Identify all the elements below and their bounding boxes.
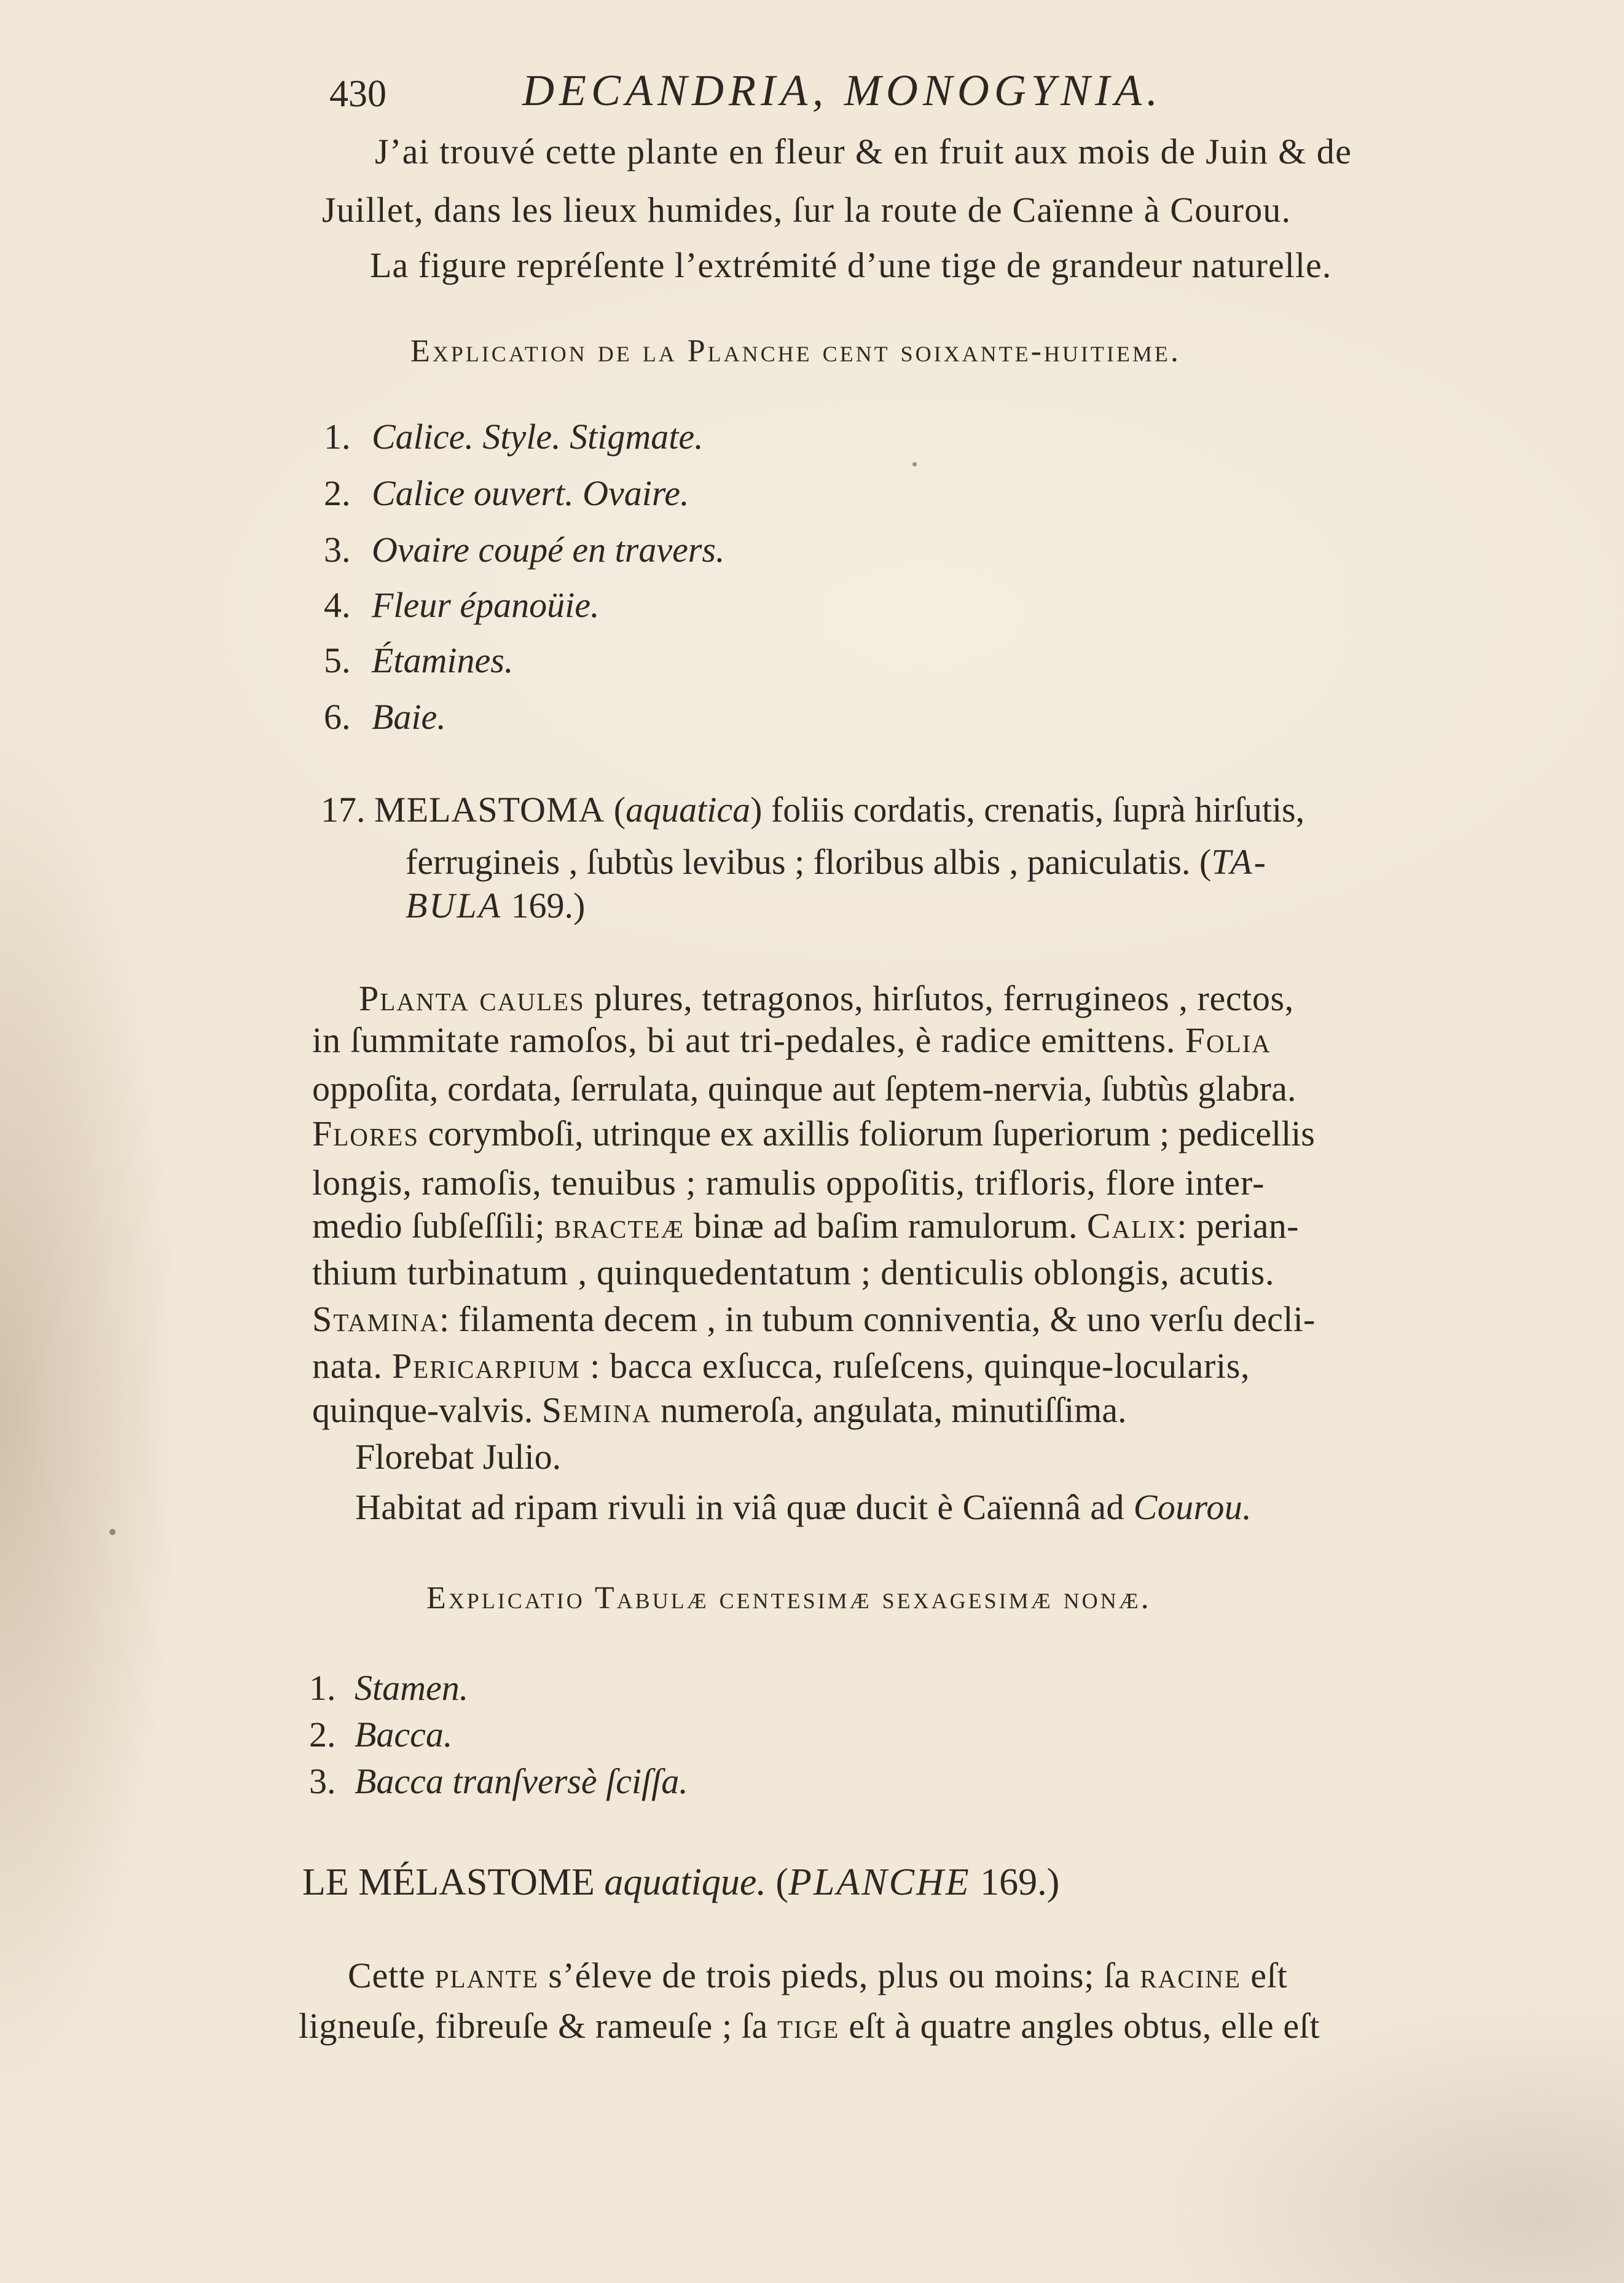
explication-heading-169: Explicatio Tabulæ centesimæ sexagesimæ nonæ. xyxy=(426,1581,1151,1616)
paper-speck xyxy=(912,462,917,466)
description-line-10-rest: numeroſa, angulata, minutiſſima. xyxy=(660,1390,1127,1430)
item-text: Étamines. xyxy=(372,640,514,680)
item-number: 4. xyxy=(324,585,351,625)
term-folia: Folia xyxy=(1185,1020,1271,1060)
flowering-line: Florebat Julio. xyxy=(355,1437,562,1477)
description-line-7: thium turbinatum , quinquedentatum ; denticulis oblongis, acutis. xyxy=(312,1252,1275,1292)
intro-line-2: Juillet, dans les lieux humides, ſur la route de Caïenne à Courou. xyxy=(322,190,1292,230)
french-line-2-b: eſt à quatre angles obtus, elle eſt xyxy=(849,2006,1320,2046)
page-number: 430 xyxy=(329,73,386,115)
item-number: 1. xyxy=(309,1668,336,1708)
tabula-number: 169.) xyxy=(511,886,586,925)
explication-168-item-3 xyxy=(324,529,724,572)
plate-open: ( xyxy=(775,1861,789,1903)
description-line-4 xyxy=(312,1112,1315,1155)
description-line-2 xyxy=(312,1019,1271,1062)
item-text: Bacca. xyxy=(355,1715,453,1754)
description-line-3: oppoſita, cordata, ſerrulata, quinque aut ſeptem-nervia, ſubtùs glabra. xyxy=(312,1069,1296,1109)
item-number: 5. xyxy=(324,640,351,680)
term-plante: plante xyxy=(434,1955,539,1995)
description-line-6-a: medio ſubſeſſili; xyxy=(312,1206,545,1246)
term-planta-caules: Planta caules xyxy=(359,978,585,1018)
term-semina: Semina xyxy=(541,1390,652,1430)
description-line-9-a: nata. xyxy=(312,1346,383,1386)
species-line-2-text: ferrugineis , ſubtùs levibus ; floribus albis , paniculatis. ( xyxy=(406,842,1212,882)
item-number: 6. xyxy=(324,697,351,737)
habitat-text: Habitat ad ripam rivuli in viâ quæ ducit è Caïennâ ad xyxy=(355,1487,1124,1527)
intro-line-3: La figure repréſente l’extrémité d’une tige de grandeur naturelle. xyxy=(370,245,1332,285)
term-pericarpium: Pericarpium xyxy=(391,1346,581,1386)
paper-speck xyxy=(109,1529,116,1535)
plate-label: PLANCHE xyxy=(788,1861,971,1903)
explication-168-item-1 xyxy=(324,415,704,458)
item-text: Fleur épanoüie. xyxy=(372,585,600,625)
explication-169-item-1 xyxy=(309,1667,468,1710)
item-number: 3. xyxy=(324,530,351,570)
item-text: Calice. Style. Stigmate. xyxy=(372,417,704,457)
french-title-italic: aquatique. xyxy=(604,1861,766,1903)
french-line-1 xyxy=(348,1954,1288,1997)
description-line-6 xyxy=(312,1204,1299,1248)
item-text: Calice ouvert. Ovaire. xyxy=(372,473,689,513)
term-tige: tige xyxy=(777,2006,840,2046)
explication-168-item-5 xyxy=(324,639,513,682)
term-stamina: Stamina xyxy=(312,1299,439,1339)
explication-169-item-3 xyxy=(309,1760,688,1803)
item-text: Stamen. xyxy=(355,1668,469,1708)
species-genus: MELASTOMA xyxy=(374,790,605,830)
description-line-6-c: : perian- xyxy=(1177,1206,1299,1246)
species-line-1: 17. MELASTOMA (aquatica) foliis cordatis, crenatis, ſuprà hirſutis, xyxy=(321,790,1305,830)
item-number: 2. xyxy=(324,473,351,513)
french-line-1-a: Cette xyxy=(348,1955,426,1995)
term-calix: Calix xyxy=(1086,1206,1177,1246)
intro-line-1: J’ai trouvé cette plante en fleur & en fruit aux mois de Juin & de xyxy=(375,132,1352,171)
term-racine: racine xyxy=(1140,1955,1241,1995)
habitat-place: Courou. xyxy=(1133,1487,1252,1527)
french-line-2-a: ligneuſe, fibreuſe & rameuſe ; ſa xyxy=(299,2006,768,2046)
term-bracteae: bracteæ xyxy=(554,1206,685,1246)
french-line-1-c: eſt xyxy=(1250,1955,1288,1995)
habitat-line xyxy=(355,1486,1252,1529)
explication-heading-168: Explication de la Planche cent soixante-huitieme. xyxy=(410,334,1181,369)
plate-number: 169.) xyxy=(980,1861,1060,1903)
item-text: Baie. xyxy=(372,697,446,737)
item-number: 1. xyxy=(324,417,351,457)
explication-169-item-2 xyxy=(309,1713,452,1756)
description-line-8 xyxy=(312,1298,1316,1341)
species-epithet: aquatica xyxy=(626,790,751,830)
explication-168-item-2 xyxy=(324,472,689,515)
french-section-title xyxy=(302,1861,1059,1904)
item-text: Bacca tranſversè ſciſſa. xyxy=(355,1761,688,1801)
species-line-3 xyxy=(406,884,585,927)
running-title: DECANDRIA, MONOGYNIA. xyxy=(522,66,1163,115)
item-number: 2. xyxy=(309,1715,336,1754)
french-line-1-b: s’éleve de trois pieds, plus ou moins; ſa xyxy=(548,1955,1131,1995)
description-line-1-rest: plures, tetragonos, hirſutos, ferrugineos , rectos, xyxy=(594,978,1294,1018)
tabula-label-a: TA- xyxy=(1211,842,1268,882)
species-number: 17. xyxy=(321,790,366,830)
description-line-10-a: quinque-valvis. xyxy=(312,1390,533,1430)
description-line-2-text: in ſummitate ramoſos, bi aut tri-pedales, è radice emittens. xyxy=(312,1020,1176,1060)
item-text: Ovaire coupé en travers. xyxy=(372,530,725,570)
tabula-label-b: BULA xyxy=(406,886,502,925)
description-line-4-rest: corymboſi, utrinque ex axillis foliorum ſuperiorum ; pedicellis xyxy=(428,1114,1315,1153)
species-line-2 xyxy=(406,841,1268,884)
description-line-10 xyxy=(312,1389,1127,1432)
explication-168-item-4 xyxy=(324,584,599,627)
description-line-9 xyxy=(312,1345,1250,1388)
species-line-1-rest: foliis cordatis, crenatis, ſuprà hirſutis, xyxy=(771,790,1305,830)
description-line-1 xyxy=(359,977,1294,1020)
description-line-5: longis, ramoſis, tenuibus ; ramulis oppoſitis, trifloris, flore inter- xyxy=(312,1163,1265,1203)
description-line-6-b: binæ ad baſim ramulorum. xyxy=(693,1206,1078,1246)
description-line-8-rest: : filamenta decem , in tubum conniventia, & uno verſu decli- xyxy=(439,1299,1316,1339)
french-line-2 xyxy=(299,2005,1320,2048)
french-title: LE MÉLASTOME xyxy=(302,1861,595,1903)
explication-168-item-6 xyxy=(324,696,446,739)
term-flores: Flores xyxy=(312,1114,420,1153)
description-line-9-rest: : bacca exſucca, ruſeſcens, quinque-locularis, xyxy=(590,1346,1250,1386)
item-number: 3. xyxy=(309,1761,336,1801)
